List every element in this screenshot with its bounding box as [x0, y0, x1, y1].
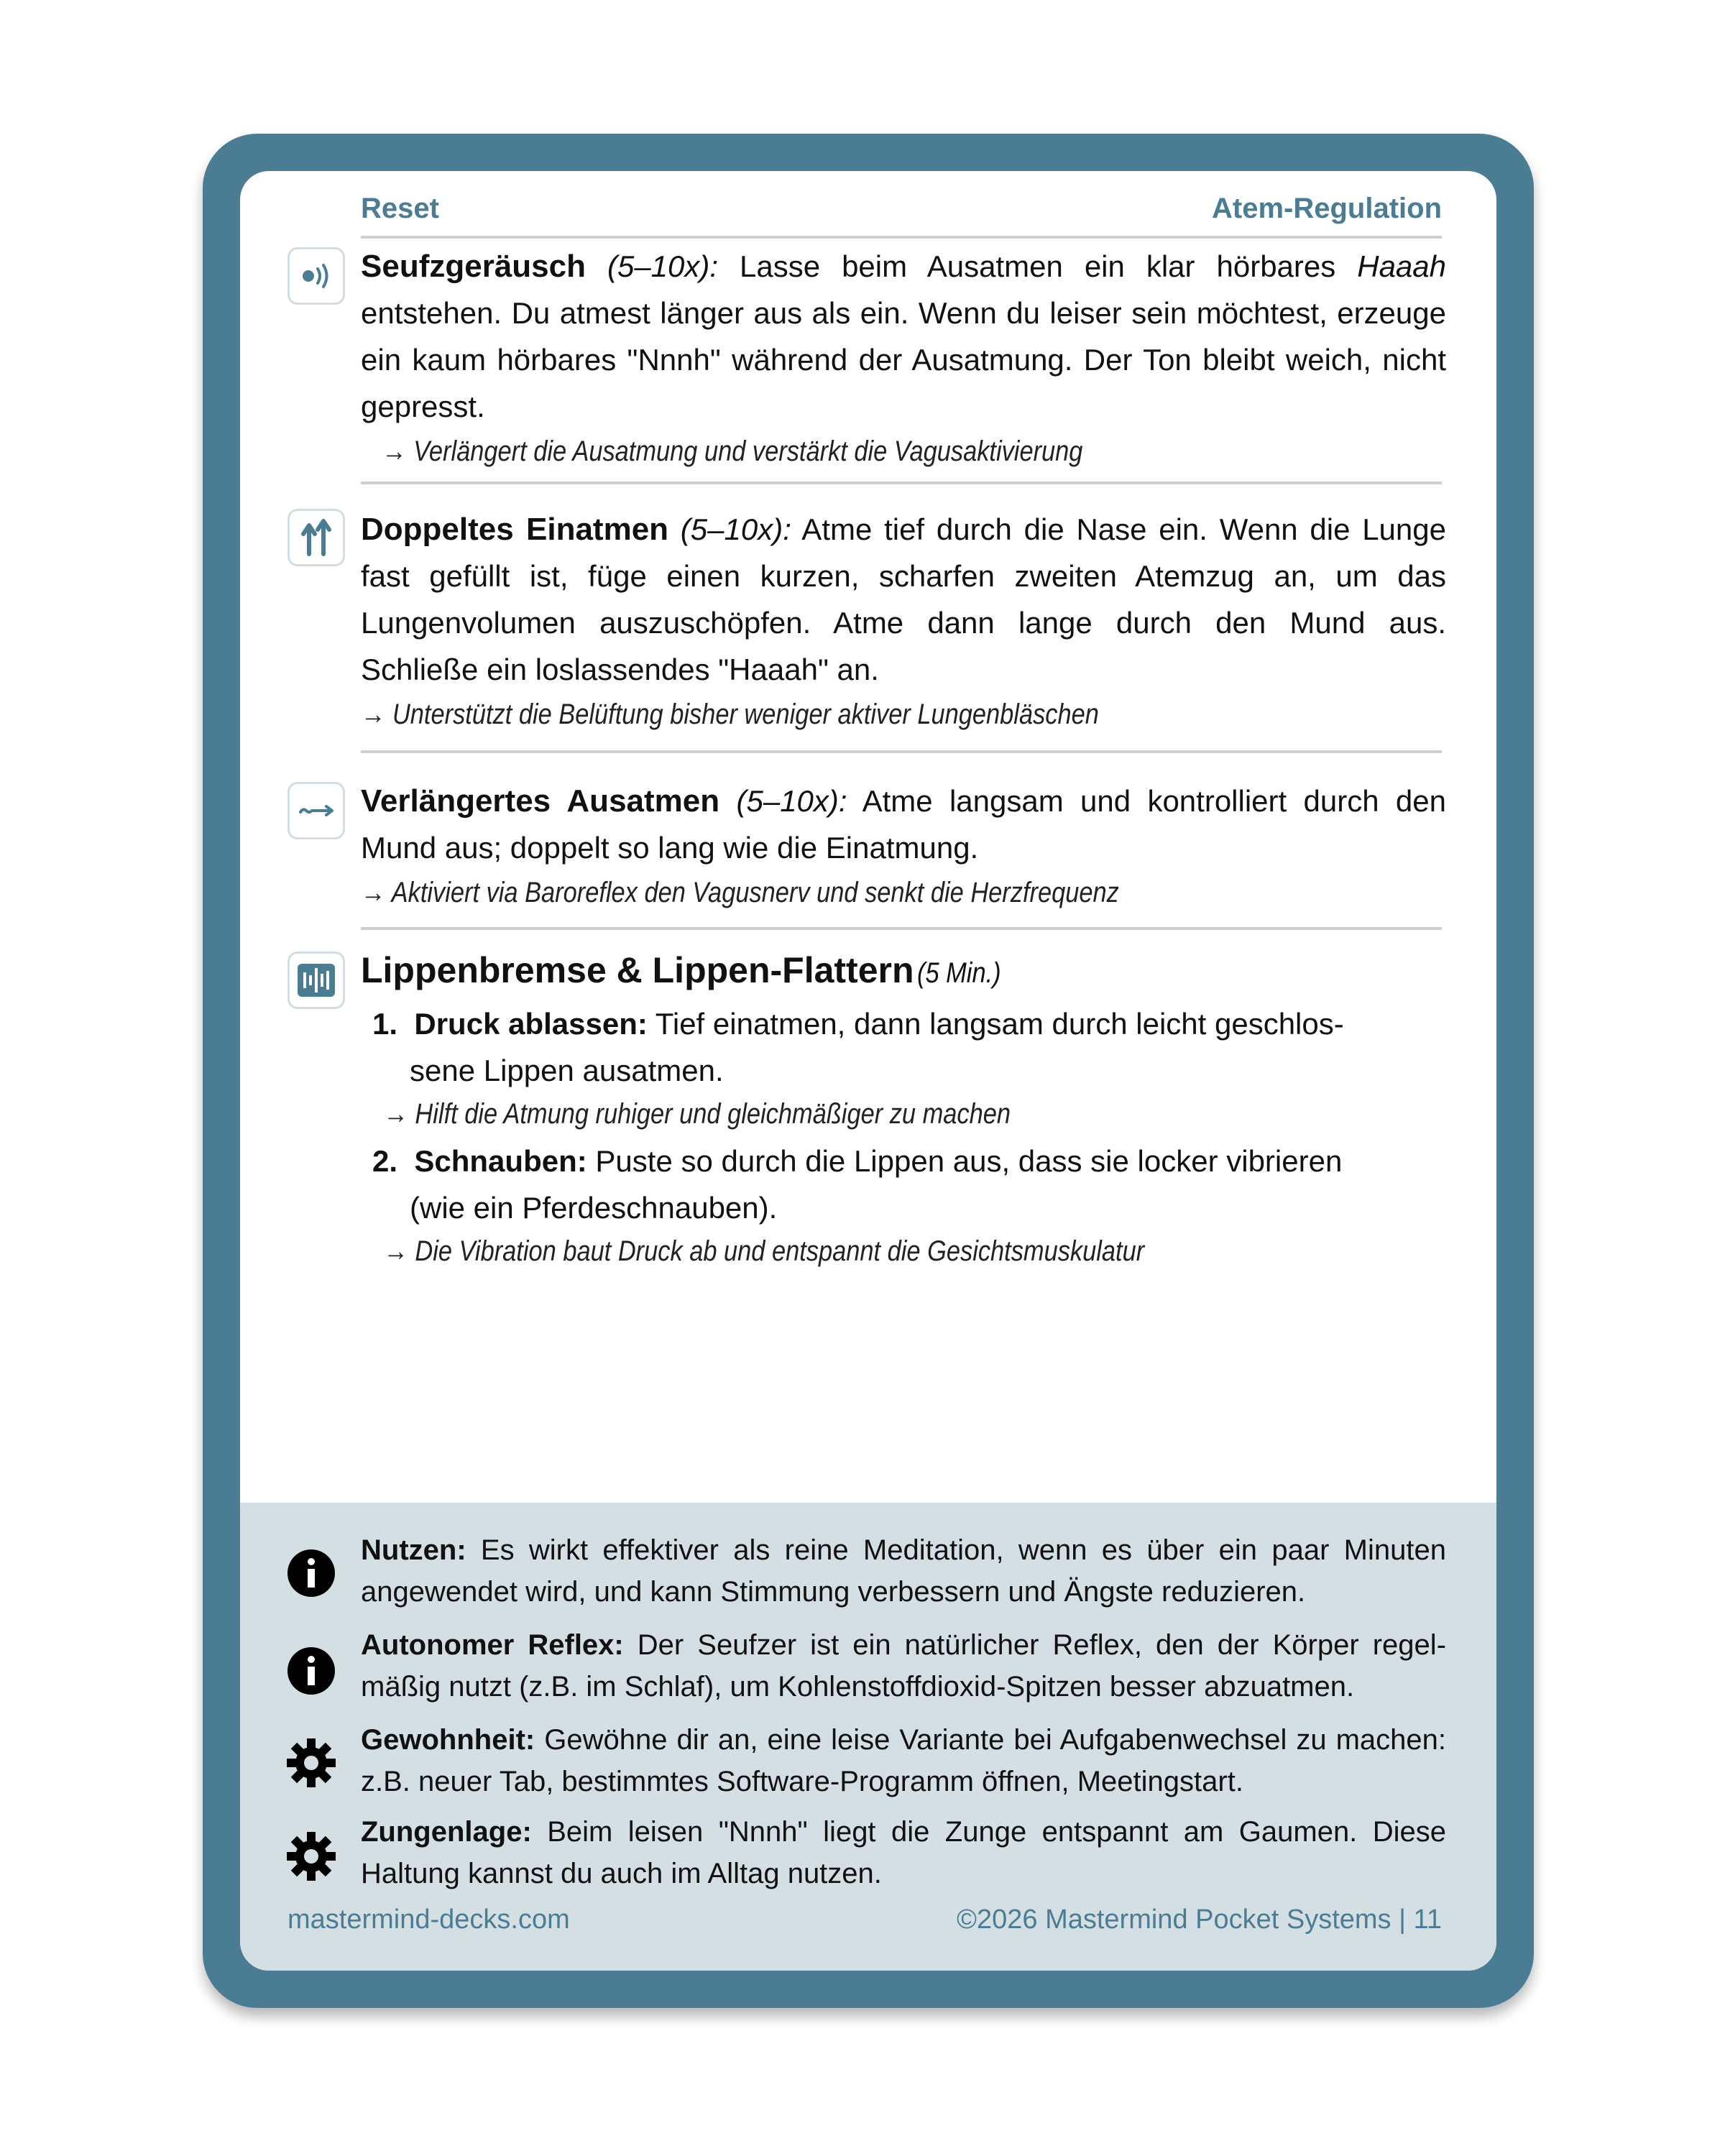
section-header [361, 946, 1446, 995]
info-icon [286, 1646, 336, 1696]
step-note: → Hilft die Atmung ruhiger und gleichmäßiger zu machen [383, 1098, 1011, 1130]
card-header [361, 181, 1442, 239]
gear-icon [286, 1831, 336, 1881]
topic-label: Atem-Regulation [1212, 192, 1442, 224]
info-icon [286, 1548, 336, 1598]
section-title: Lippenbremse & Lippen-Flattern [361, 950, 914, 990]
sound-waves-icon [288, 247, 345, 305]
section-body: Verlängertes Ausatmen (5–10x): Atme langsam und kontrolliert durch den Mund aus; doppelt so lang wie die Einatmung. [361, 783, 1446, 865]
double-arrow-up-icon [288, 509, 345, 566]
info-benefit: Nutzen: Es wirkt effektiver als reine Meditation, wenn es über ein paar Minuten angewendet wird, und kann Stimmung verbessern und Ängste reduzieren. [361, 1534, 1446, 1608]
info-tongue: Zungenlage: Beim leisen "Nnnh" liegt die Zunge entspannt am Gaumen. Diese Haltung kannst du auch im Alltag nutzen. [361, 1816, 1446, 1889]
section-body: Seufzgeräusch (5–10x): Lasse beim Ausatmen ein klar hörbares Haaah entstehen. Du atmest länger aus als ein. Wenn du leiser sein möchtest, erzeuge ein kaum hörbares "Nnnh" während der Ausatmung. Der Ton bleibt weich, nicht gepresst. [361, 249, 1446, 423]
card-frame [203, 134, 1534, 2008]
section-lip-brake [361, 946, 1446, 1268]
step-note: → Die Vibration baut Druck ab und entspannt die Gesichtsmuskulatur [383, 1235, 1145, 1267]
section-double-inhale [361, 506, 1446, 731]
divider [361, 750, 1442, 753]
section-reps: (5–10x): [680, 512, 791, 546]
section-note: → Verlängert die Ausatmung und verstärkt die Vagusaktivierung [382, 436, 1083, 467]
section-reps: (5–10x): [736, 784, 847, 818]
section-title: Doppeltes Einatmen [361, 512, 669, 547]
divider [361, 482, 1442, 484]
section-long-exhale [361, 778, 1446, 909]
step-label: Druck ablassen: [414, 1007, 648, 1041]
long-exhale-icon [288, 782, 345, 839]
step-label: Schnauben: [414, 1144, 587, 1178]
section-note: → Aktiviert via Baroreflex den Vagusnerv und senkt die Herzfrequenz [361, 877, 1119, 908]
info-habit: Gewohnheit: Gewöhne dir an, eine leise Variante bei Aufgabenwechsel zu machen: z.B. neuer Tab, bestimmtes Software-Programm öffnen, Meetingstart. [361, 1724, 1446, 1797]
info-reflex: Autonomer Reflex: Der Seufzer ist ein natürlicher Reflex, den der Körper regelmäßig nutzt (z.B. im Schlaf), um Kohlenstoffdioxid-Spitzen besser abzuatmen. [361, 1629, 1447, 1703]
section-note: → Unterstützt die Belüftung bisher weniger aktiver Lungenbläschen [361, 699, 1099, 730]
card-footer [288, 1904, 1442, 1935]
copyright-page: ©2026 Mastermind Pocket Systems | 11 [956, 1904, 1442, 1935]
website-link[interactable]: mastermind-decks.com [288, 1904, 570, 1935]
step-item: 2. Schnauben: Puste so durch die Lippen aus, dass sie locker vibrieren (wie ein Pferdeschnauben). → Die Vibration baut Druck ab und entspannt die Gesichtsmuskulatur [372, 1144, 1343, 1267]
card-content [240, 171, 1496, 1971]
step-number: 2. [372, 1144, 398, 1178]
section-reps: (5–10x): [607, 249, 719, 283]
category-label: Reset [361, 192, 439, 224]
section-sigh [361, 243, 1446, 468]
step-item: 1. Druck ablassen: Tief einatmen, dann langsam durch leicht geschlos- sene Lippen ausatmen. → Hilft die Atmung ruhiger und gleichmäßiger zu machen [372, 1007, 1344, 1130]
step-number: 1. [372, 1007, 398, 1041]
gear-icon [286, 1738, 336, 1788]
section-duration: (5 Min.) [916, 957, 1001, 989]
section-title: Seufzgeräusch [361, 249, 586, 284]
section-body: Doppeltes Einatmen (5–10x): Atme tief durch die Nase ein. Wenn die Lunge fast gefüllt ist, füge einen kurzen, scharfen zweiten Atemzug an, um das Lungenvolumen auszuschöpfen. Atme dann lange durch den Mund aus. Schließe ein loslassendes "Haaah" an. [361, 512, 1446, 686]
divider [361, 927, 1442, 930]
audio-bars-icon [288, 952, 345, 1009]
section-title: Verlängertes Ausatmen [361, 783, 720, 819]
